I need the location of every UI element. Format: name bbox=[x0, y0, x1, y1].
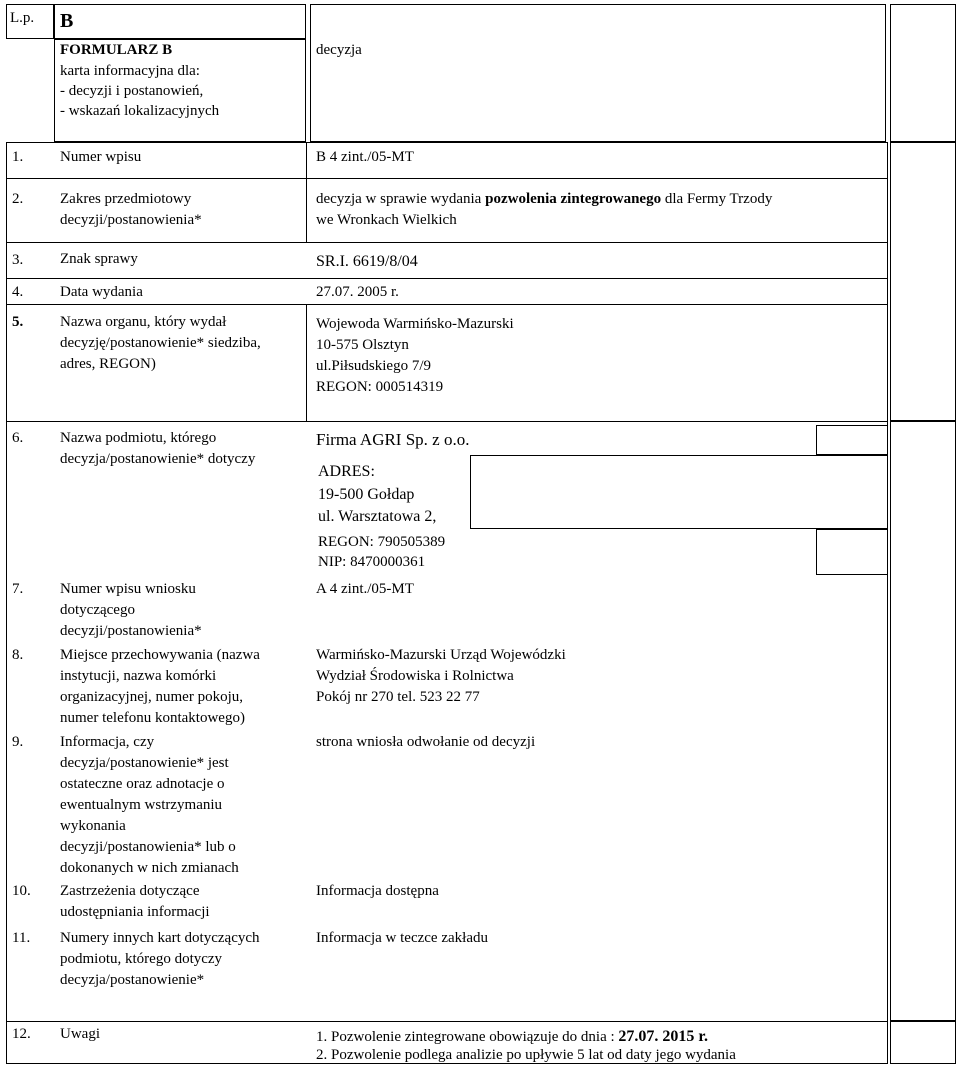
row5-value-2: 10-575 Olsztyn bbox=[316, 337, 409, 353]
row1-value: B 4 zint./05-MT bbox=[316, 149, 414, 165]
row8-label-3: organizacyjnej, numer pokoju, bbox=[60, 689, 244, 705]
row2-value-2: we Wronkach Wielkich bbox=[316, 212, 457, 228]
row9-label-3: ostateczne oraz adnotacje o bbox=[60, 776, 225, 792]
row8-value-2: Wydział Środowiska i Rolnictwa bbox=[316, 668, 514, 684]
row5-value-4: REGON: 000514319 bbox=[316, 379, 444, 395]
row5-value-1: Wojewoda Warmińsko-Mazurski bbox=[316, 316, 514, 332]
row6-label-2: decyzja/postanowienie* dotyczy bbox=[60, 451, 256, 467]
row11-label-3: decyzja/postanowienie* bbox=[60, 972, 205, 988]
row12-note-2: 2. Pozwolenie podlega analizie po upływie 5 lat od daty jego wydania bbox=[316, 1047, 736, 1063]
lp-header: L.p. bbox=[10, 10, 35, 26]
decision-type: decyzja bbox=[316, 42, 362, 58]
row9-label-2: decyzja/postanowienie* jest bbox=[60, 755, 229, 771]
row8-value-3: Pokój nr 270 tel. 523 22 77 bbox=[316, 689, 480, 705]
row5-label-2: decyzję/postanowienie* siedziba, bbox=[60, 335, 261, 351]
row4-label: Data wydania bbox=[60, 284, 143, 300]
row11-label-1: Numery innych kart dotyczących bbox=[60, 930, 260, 946]
row11-label-2: podmiotu, którego dotyczy bbox=[60, 951, 223, 967]
row7-label-2: dotyczącego bbox=[60, 602, 135, 618]
row5-value-3: ul.Piłsudskiego 7/9 bbox=[316, 358, 432, 374]
row3-value: SR.I. 6619/8/04 bbox=[316, 253, 418, 270]
side-extra-cell bbox=[890, 142, 956, 421]
row10-label-2: udostępniania informacji bbox=[60, 904, 210, 920]
form-line-2: - decyzji i postanowień, bbox=[60, 83, 204, 99]
row9-value: strona wniosła odwołanie od decyzji bbox=[316, 734, 536, 750]
row9-number: 9. bbox=[12, 734, 24, 750]
row6-address-label: ADRES: bbox=[318, 463, 375, 480]
row2-label-2: decyzji/postanowienia* bbox=[60, 212, 202, 228]
row6-city: 19-500 Gołdap bbox=[318, 486, 415, 503]
row12-number: 12. bbox=[12, 1026, 31, 1042]
row6-box-3 bbox=[816, 529, 888, 575]
row12-note-1: 1. Pozwolenie zintegrowane obowiązuje do dnia : 27.07. 2015 r. bbox=[316, 1028, 709, 1045]
row9-label-6: decyzji/postanowienia* lub o bbox=[60, 839, 236, 855]
row6-company: Firma AGRI Sp. z o.o. bbox=[316, 430, 470, 449]
row9-label-5: wykonania bbox=[60, 818, 126, 834]
row10-value: Informacja dostępna bbox=[316, 883, 439, 899]
form-line-1: karta informacyjna dla: bbox=[60, 63, 200, 79]
row4-number: 4. bbox=[12, 284, 24, 300]
header-extra-cell bbox=[890, 4, 956, 142]
row11-value: Informacja w teczce zakładu bbox=[316, 930, 488, 946]
row7-number: 7. bbox=[12, 581, 24, 597]
row10-label-1: Zastrzeżenia dotyczące bbox=[60, 883, 200, 899]
row6-label-1: Nazwa podmiotu, którego bbox=[60, 430, 217, 446]
row6-street: ul. Warsztatowa 2, bbox=[318, 508, 437, 525]
row6-box-1 bbox=[816, 425, 888, 455]
form-line-3: - wskazań lokalizacyjnych bbox=[60, 103, 220, 119]
row6-regon: REGON: 790505389 bbox=[318, 534, 446, 550]
row1-number: 1. bbox=[12, 149, 24, 165]
header-section-cell bbox=[54, 4, 306, 39]
form-title: FORMULARZ B bbox=[60, 42, 173, 58]
row1-label: Numer wpisu bbox=[60, 149, 142, 165]
row9-label-4: ewentualnym wstrzymaniu bbox=[60, 797, 223, 813]
row8-label-2: instytucji, nazwa komórki bbox=[60, 668, 217, 684]
row8-label-1: Miejsce przechowywania (nazwa bbox=[60, 647, 260, 663]
row8-value-1: Warmińsko-Mazurski Urząd Wojewódzki bbox=[316, 647, 566, 663]
row8-label-4: numer telefonu kontaktowego) bbox=[60, 710, 245, 726]
row2-value-1: decyzja w sprawie wydania pozwolenia zintegrowanego dla Fermy Trzody bbox=[316, 191, 773, 207]
row2-label-1: Zakres przedmiotowy bbox=[60, 191, 192, 207]
row7-label-1: Numer wpisu wniosku bbox=[60, 581, 196, 597]
row5-number: 5. bbox=[12, 314, 24, 330]
row3-label: Znak sprawy bbox=[60, 251, 138, 267]
row8-number: 8. bbox=[12, 647, 24, 663]
row5-label-1: Nazwa organu, który wydał bbox=[60, 314, 227, 330]
row6-nip: NIP: 8470000361 bbox=[318, 554, 426, 570]
row9-label-7: dokonanych w nich zmianach bbox=[60, 860, 239, 876]
row6-number: 6. bbox=[12, 430, 24, 446]
row3-number: 3. bbox=[12, 252, 24, 268]
row9-label-1: Informacja, czy bbox=[60, 734, 155, 750]
side-extra-cell-2 bbox=[890, 421, 956, 1021]
main-table-frame bbox=[6, 142, 888, 1064]
row2-number: 2. bbox=[12, 191, 24, 207]
row7-value: A 4 zint./05-MT bbox=[316, 581, 414, 597]
row7-label-3: decyzji/postanowienia* bbox=[60, 623, 202, 639]
row10-number: 10. bbox=[12, 883, 31, 899]
row11-number: 11. bbox=[12, 930, 31, 946]
row12-label: Uwagi bbox=[60, 1026, 100, 1042]
row4-value: 27.07. 2005 r. bbox=[316, 284, 399, 300]
side-extra-cell-3 bbox=[890, 1021, 956, 1064]
row5-label-3: adres, REGON) bbox=[60, 356, 156, 372]
row6-box-2 bbox=[470, 455, 888, 529]
header-type-cell bbox=[310, 4, 886, 142]
section-letter: B bbox=[60, 10, 74, 32]
